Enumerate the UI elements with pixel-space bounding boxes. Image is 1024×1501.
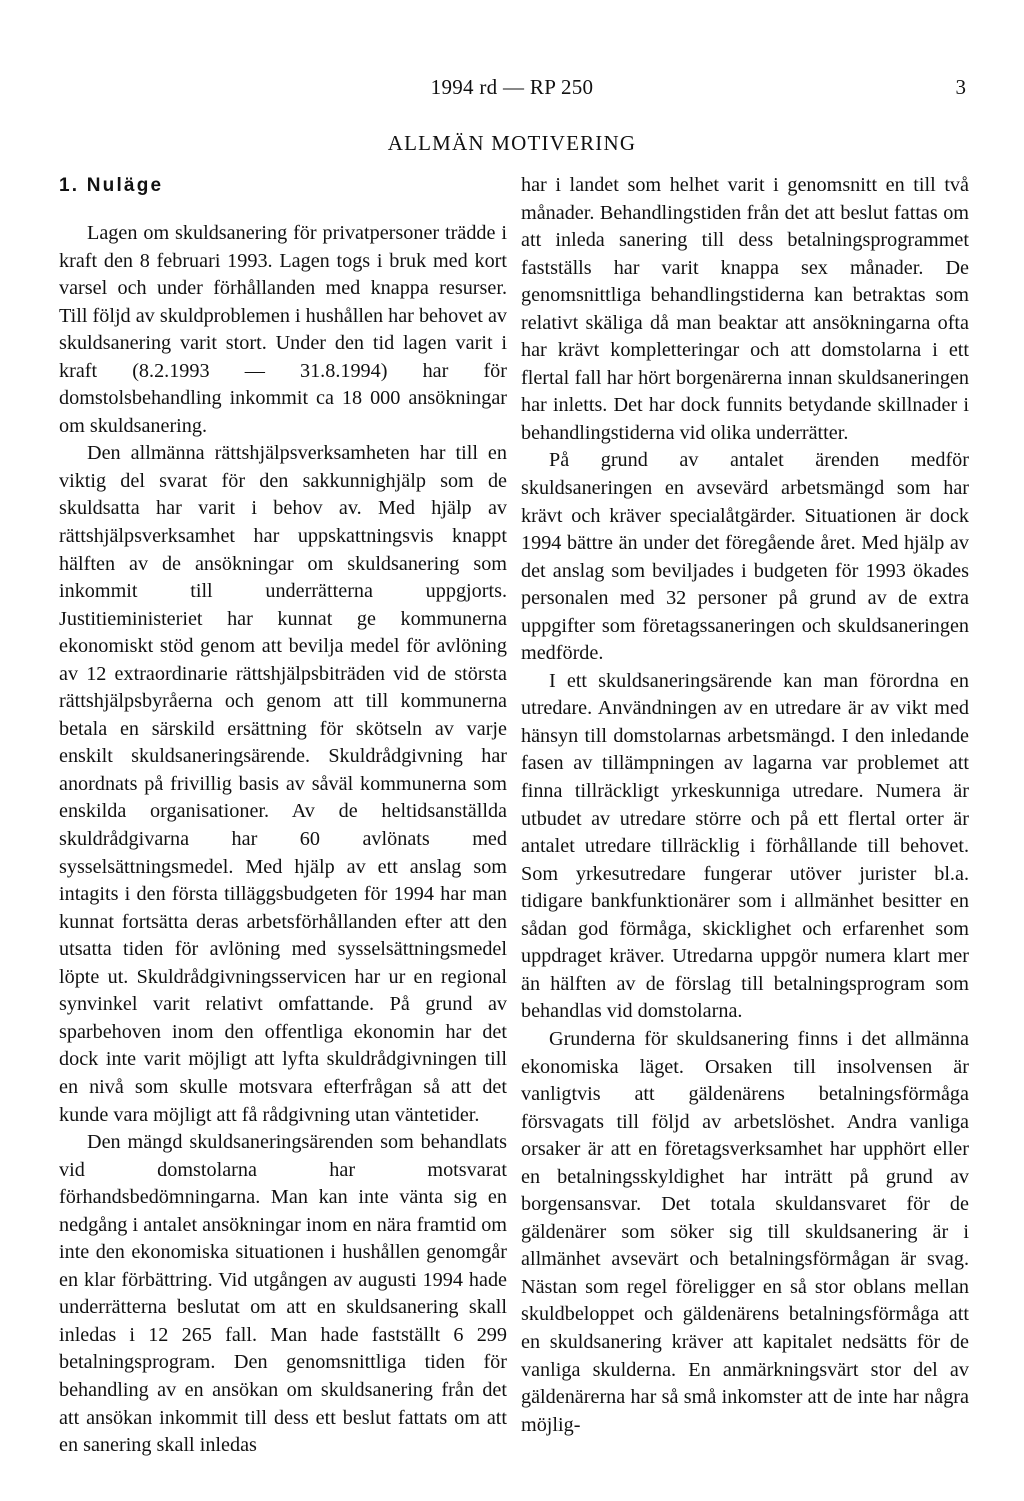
paragraph: I ett skuldsaneringsärende kan man förordna en utredare. Användningen av en utredare är av vikt med hänsyn till domstolarnas arbetsmängd. I den inledande fasen av tillämpningen av lagarna var problemet att finna tillräckligt yrkeskunniga utredare. Numera är utbudet av utredare större och på ett flertal orter är antalet utredare tillräcklig i förhållande till behovet. Som yrkesutredare fungerar utöver jurister bl.a. tidigare bankfunktionärer som i allmänhet besitter en sådan god förmåga, skicklighet och erfarenhet som uppdraget kräver. Utredarna uppgör numera klart mer än hälften av de förslag till betalningsprogram som behandlas vid domstolarna. <box>521 669 969 1023</box>
paragraph: Den mängd skuldsaneringsärenden som behandlats vid domstolarna har motsvarat förhandsbedömningarna. Man kan inte vänta sig en nedgång i antalet ansökningar inom en nära framtid om inte den ekonomiska situationen i hushållen genomgår en klar förbättring. Vid utgången av augusti 1994 hade underrätterna beslutat om att en skuldsanering skall inledas i 12 265 fall. Man hade fastställt 6 299 betalningsprogram. Den genomsnittliga tiden för behandling av en ansökan om skuldsanering från det att ansökan inkommit till dess ett beslut fattats om att en sanering skall inledas <box>59 1131 507 1457</box>
paragraph: Grunderna för skuldsanering finns i det allmänna ekonomiska läget. Orsaken till insolvensen är vanligtvis att gäldenärens betalningsförmåga försvagats till följd av arbetslöshet. Andra vanliga orsaker är att en företagsverksamhet har upphört eller en betalningsskyldighet har inträtt på grund av borgensansvar. Det totala skuldansvaret för de gäldenärer som söker sig till skuldsanering är i allmänhet avsevärt och betalningsförmågan är svag. Nästan som regel föreligger en så stor oblans mellan skuldbeloppet och gäldenärens betalningsförmåga att en skuldsanering kräver att kapitalet nedsätts för de vanliga skulderna. En anmärkningsvärt stor del av gäldenärerna har så små inkomster att de inte har några möjlig- <box>521 1027 969 1436</box>
paragraph: Den allmänna rättshjälpsverksamheten har till en viktig del svarat för den sakkunnighjälp som de skuldsatta har varit i behov av. Med hjälp av rättshjälpsverksamhet har uppskattningsvis knappt hälften av de ansökningar om skuldsanering som inkommit till underrätterna uppgjorts. Justitieministeriet har kunnat ge kommunerna ekonomiskt stöd genom att bevilja medel för avlöning av 12 extraordinarie rättshjälpsbiträden vid de största rättshjälpsbyråerna och genom att till kommunerna betala en särskild ersättning för skötseln av varje enskilt skuldsaneringsärende. Skuldrådgivning har anordnats på frivillig basis av såväl kommunerna som enskilda organisationer. Av de heltidsanställda skuldrådgivarna har 60 avlönats med sysselsättningsmedel. Med hjälp av ett anslag som intagits i den första tilläggsbudgeten för 1994 har man kunnat fortsätta deras arbetsförhållanden efter att den utsatta tiden för avlöning med sysselsättningsmedel löpte ut. Skuldrådgivningsservicen har ur en regional synvinkel varit relativt omfattande. På grund av sparbehoven inom den offentliga ekonomin har det dock inte varit möjligt att lyfta skuldrådgivningen till en nivå som skulle motsvara efterfrågan så att det kunde vara möjligt att få rådgivning utan väntetider. <box>59 442 507 1126</box>
paragraph: På grund av antalet ärenden medför skuldsaneringen en avsevärd arbetsmängd som har krävt och kräver specialåtgärder. Situationen är dock 1994 bättre än under det föregående året. Med hjälp av det anslag som beviljades i budgeten för 1993 ökades personalen med 32 personer på grund av de extra uppgifter som företagssaneringen och skuldsaneringen medförde. <box>521 449 969 665</box>
section-title: ALLMÄN MOTIVERING <box>387 131 637 155</box>
paragraph: Lagen om skuldsanering för privatpersoner trädde i kraft den 8 februari 1993. Lagen togs i bruk med kort varsel och under förhållanden med knappa resurser. Till följd av skuldproblemen i hushållen har behovet av skuldsanering varit stort. Under den tid lagen varit i kraft (8.2.1993 — 31.8.1994) har för domstolsbehandling inkommit ca 18 000 ansökningar om skuldsanering. <box>59 222 507 437</box>
running-header <box>0 75 1024 105</box>
document-title: 1994 rd — RP 250 <box>430 75 594 99</box>
paragraph: har i landet som helhet varit i genomsnitt en till två månader. Behandlingstiden från det att beslut fattas om att inleda sanering till dess betalningsprogrammet fastställs har varit knappa sex månader. De genomsnittliga behandlingstiderna kan betraktas som relativt skäliga då man beaktar att ansökningarna ofta har krävt kompletteringar och att domstolarna i ett flertal fall har hört borgenärerna innan skuldsaneringen har inletts. Det har dock funnits betydande skillnader i behandlingstiderna vid olika underrätter. <box>521 174 969 444</box>
right-column <box>521 172 969 1439</box>
section-heading: 1. Nuläge <box>59 175 164 196</box>
left-column <box>59 172 507 1460</box>
page-number: 3 <box>955 75 966 99</box>
